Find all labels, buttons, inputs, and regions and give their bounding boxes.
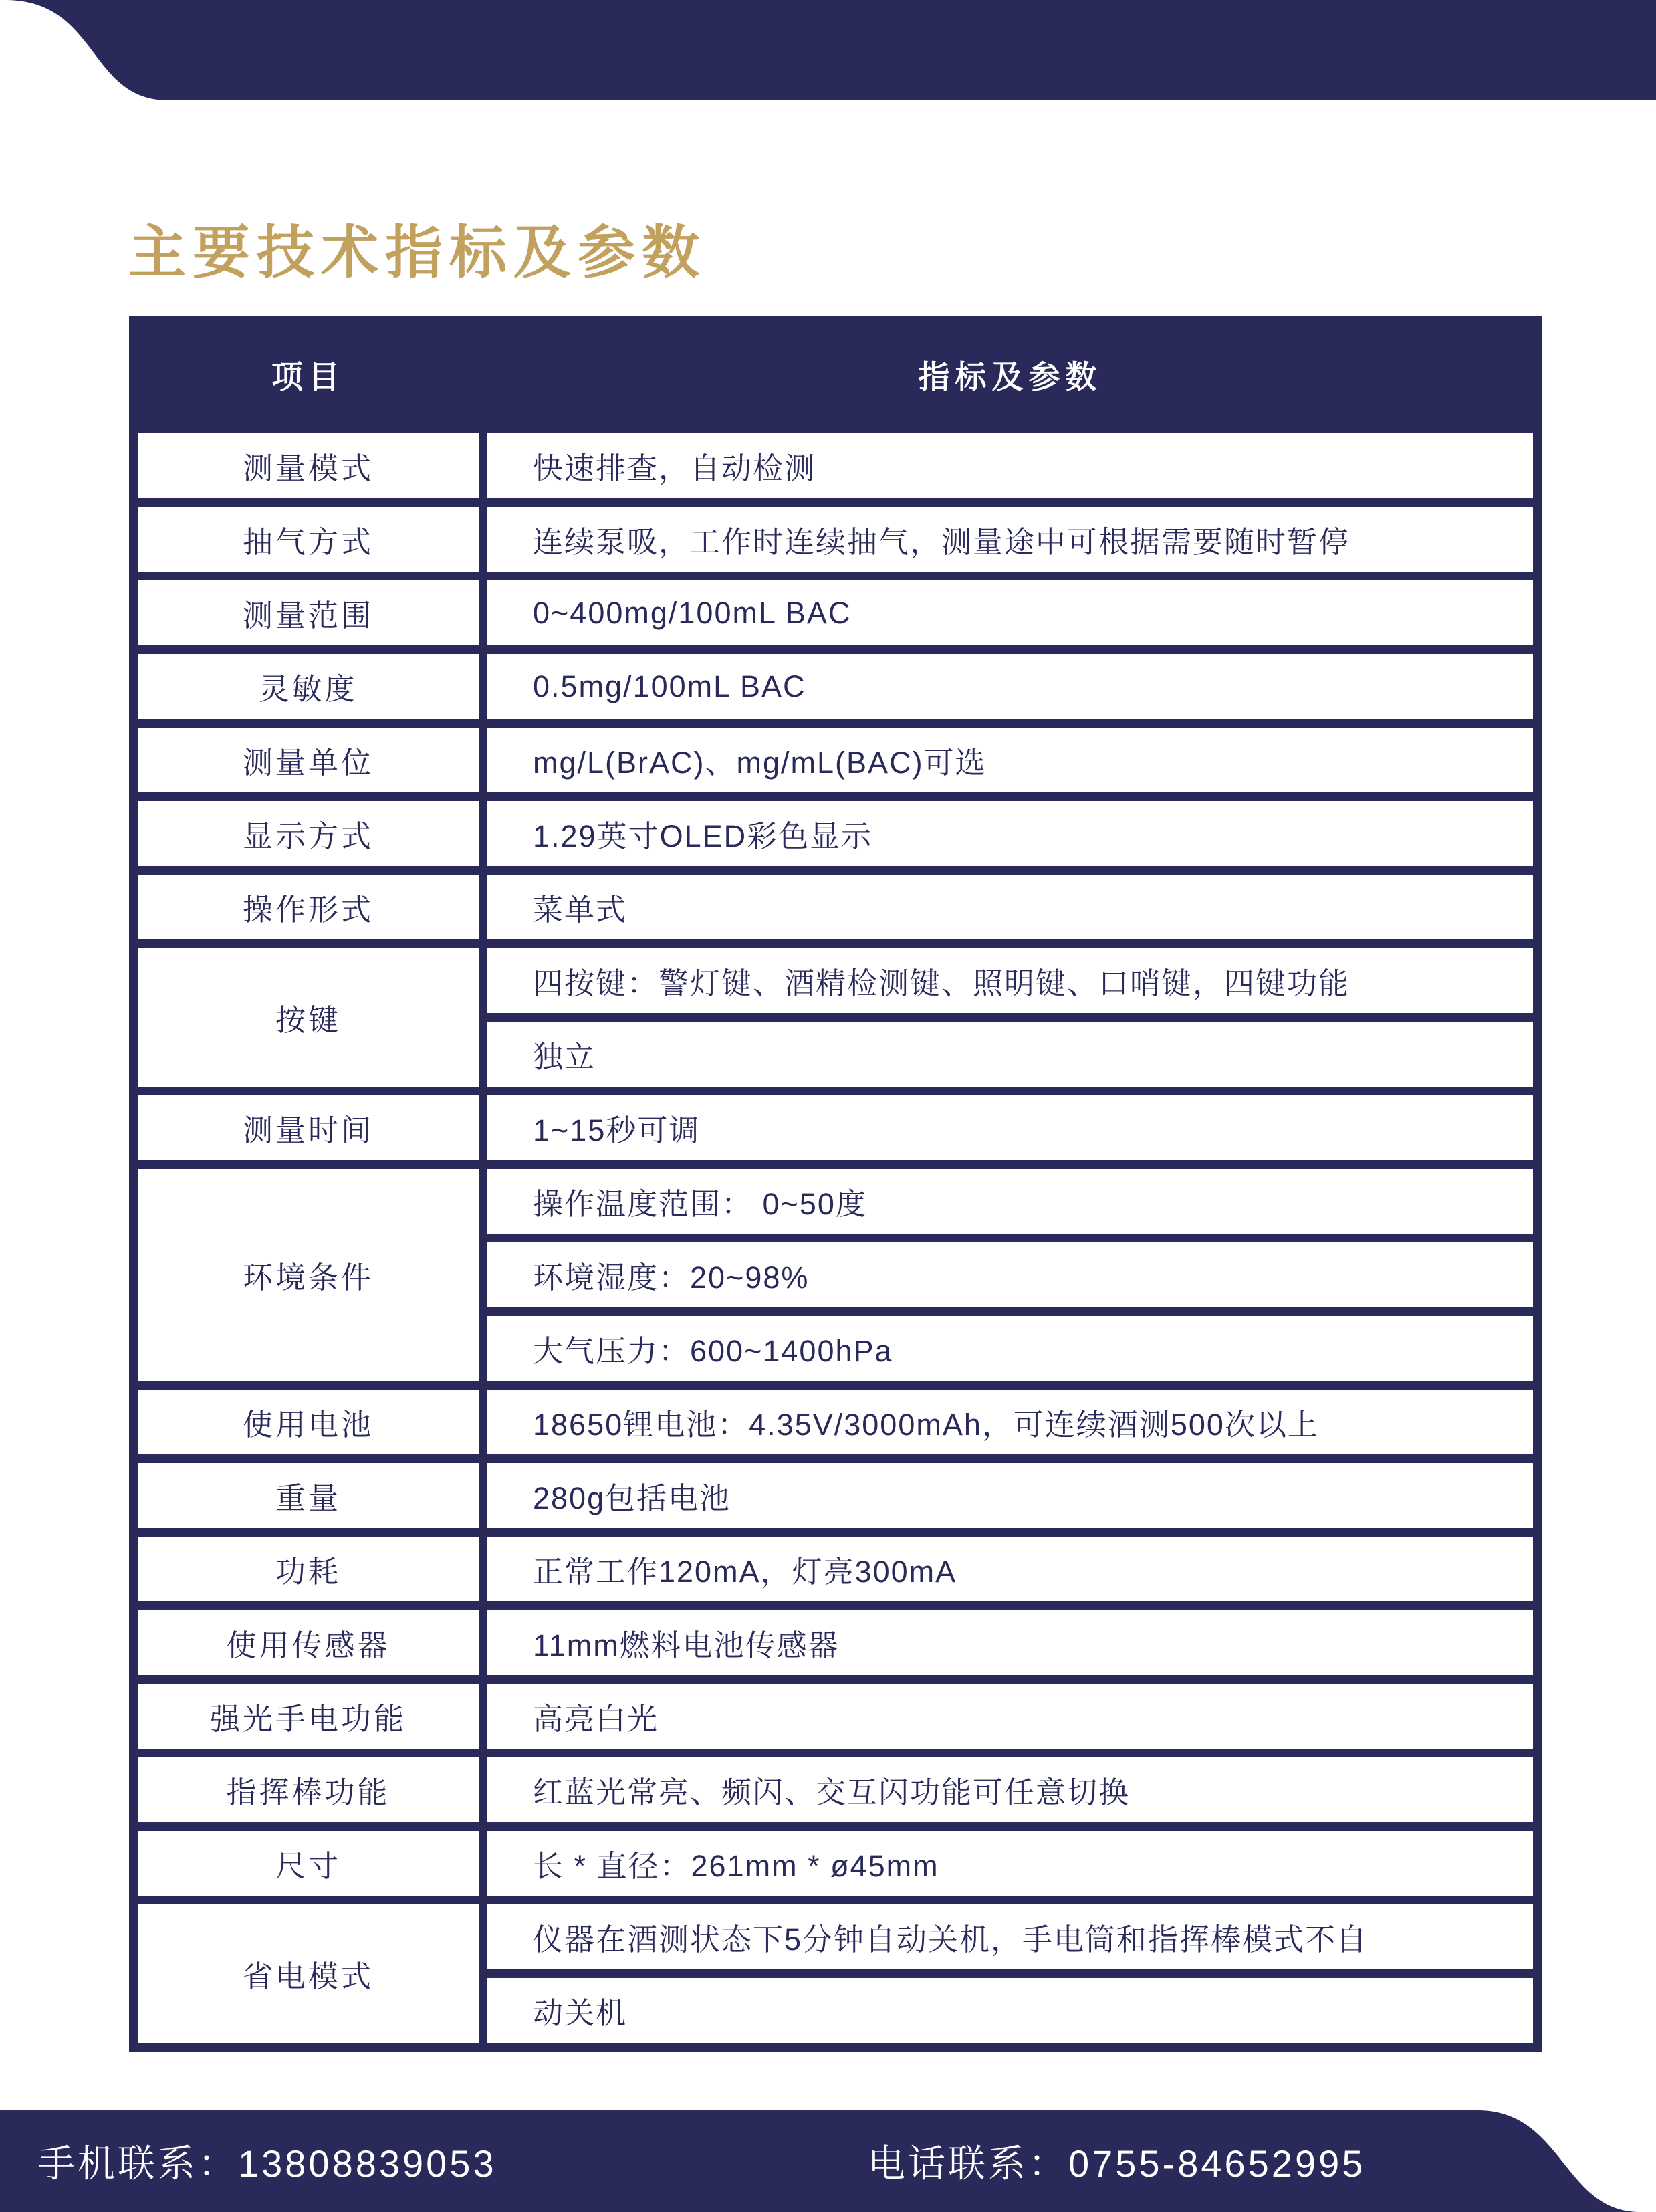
item-cell: 灵敏度 — [134, 650, 483, 724]
table-row — [134, 1091, 1538, 1165]
value-cell: 高亮白光 — [483, 1680, 1538, 1753]
spec-table-container — [129, 316, 1533, 2052]
table-row — [134, 1753, 1538, 1827]
table-row — [134, 1606, 1538, 1680]
value-cell: 1~15秒可调 — [483, 1091, 1538, 1165]
value-cell: 菜单式 — [483, 871, 1538, 944]
table-row — [134, 429, 1538, 503]
footer-phone-contact: 电话联系：0755-84652995 — [868, 2142, 1366, 2185]
value-cell: 环境湿度：20~98% — [483, 1238, 1538, 1312]
table-row — [134, 797, 1538, 871]
value-cell: 长 * 直径：261mm * ø45mm — [483, 1827, 1538, 1900]
value-cell: 正常工作120mA，灯亮300mA — [483, 1533, 1538, 1606]
header-wave-band — [0, 0, 1656, 102]
item-cell: 使用传感器 — [134, 1606, 483, 1680]
table-row — [134, 503, 1538, 576]
item-cell: 功耗 — [134, 1533, 483, 1606]
table-row — [134, 576, 1538, 650]
footer-mobile-contact: 手机联系：13808839053 — [37, 2142, 497, 2185]
table-row — [134, 944, 1538, 1018]
value-cell: 大气压力：600~1400hPa — [483, 1312, 1538, 1386]
item-cell: 按键 — [134, 944, 483, 1091]
value-cell: mg/L(BrAC)、mg/mL(BAC)可选 — [483, 724, 1538, 797]
spec-table-head — [134, 320, 1538, 429]
item-cell: 测量时间 — [134, 1091, 483, 1165]
header-wave-shape — [7, 0, 1656, 100]
table-row — [134, 1900, 1538, 1974]
item-cell: 测量范围 — [134, 576, 483, 650]
item-cell: 尺寸 — [134, 1827, 483, 1900]
value-cell: 0~400mg/100mL BAC — [483, 576, 1538, 650]
table-row — [134, 1459, 1538, 1533]
footer-wave-band — [0, 2110, 1656, 2212]
footer-wave-shape — [0, 2110, 1639, 2212]
value-cell: 18650锂电池：4.35V/3000mAh，可连续酒测500次以上 — [483, 1386, 1538, 1459]
item-cell: 环境条件 — [134, 1165, 483, 1386]
value-cell: 1.29英寸OLED彩色显示 — [483, 797, 1538, 871]
value-cell: 动关机 — [483, 1974, 1538, 2048]
value-cell: 280g包括电池 — [483, 1459, 1538, 1533]
item-cell: 测量模式 — [134, 429, 483, 503]
item-cell: 省电模式 — [134, 1900, 483, 2048]
item-cell: 指挥棒功能 — [134, 1753, 483, 1827]
table-row — [134, 871, 1538, 944]
table-header-row — [134, 320, 1538, 429]
value-cell: 快速排查，自动检测 — [483, 429, 1538, 503]
value-cell: 连续泵吸，工作时连续抽气，测量途中可根据需要随时暂停 — [483, 503, 1538, 576]
value-cell: 独立 — [483, 1018, 1538, 1091]
spec-table — [129, 316, 1542, 2052]
value-cell: 红蓝光常亮、频闪、交互闪功能可任意切换 — [483, 1753, 1538, 1827]
value-cell: 仪器在酒测状态下5分钟自动关机，手电筒和指挥棒模式不自 — [483, 1900, 1538, 1974]
table-row — [134, 724, 1538, 797]
table-row — [134, 1680, 1538, 1753]
value-cell: 0.5mg/100mL BAC — [483, 650, 1538, 724]
value-cell: 四按键：警灯键、酒精检测键、照明键、口哨键，四键功能 — [483, 944, 1538, 1018]
table-row — [134, 1386, 1538, 1459]
column-header-spec: 指标及参数 — [483, 320, 1538, 429]
item-cell: 抽气方式 — [134, 503, 483, 576]
value-cell: 操作温度范围： 0~50度 — [483, 1165, 1538, 1238]
item-cell: 强光手电功能 — [134, 1680, 483, 1753]
table-row — [134, 1165, 1538, 1238]
item-cell: 使用电池 — [134, 1386, 483, 1459]
page-title: 主要技术指标及参数 — [128, 221, 706, 285]
item-cell: 显示方式 — [134, 797, 483, 871]
column-header-item: 项目 — [134, 320, 483, 429]
table-row — [134, 650, 1538, 724]
item-cell: 重量 — [134, 1459, 483, 1533]
item-cell: 测量单位 — [134, 724, 483, 797]
value-cell: 11mm燃料电池传感器 — [483, 1606, 1538, 1680]
table-row — [134, 1827, 1538, 1900]
table-row — [134, 1533, 1538, 1606]
item-cell: 操作形式 — [134, 871, 483, 944]
spec-table-body — [134, 429, 1538, 2048]
